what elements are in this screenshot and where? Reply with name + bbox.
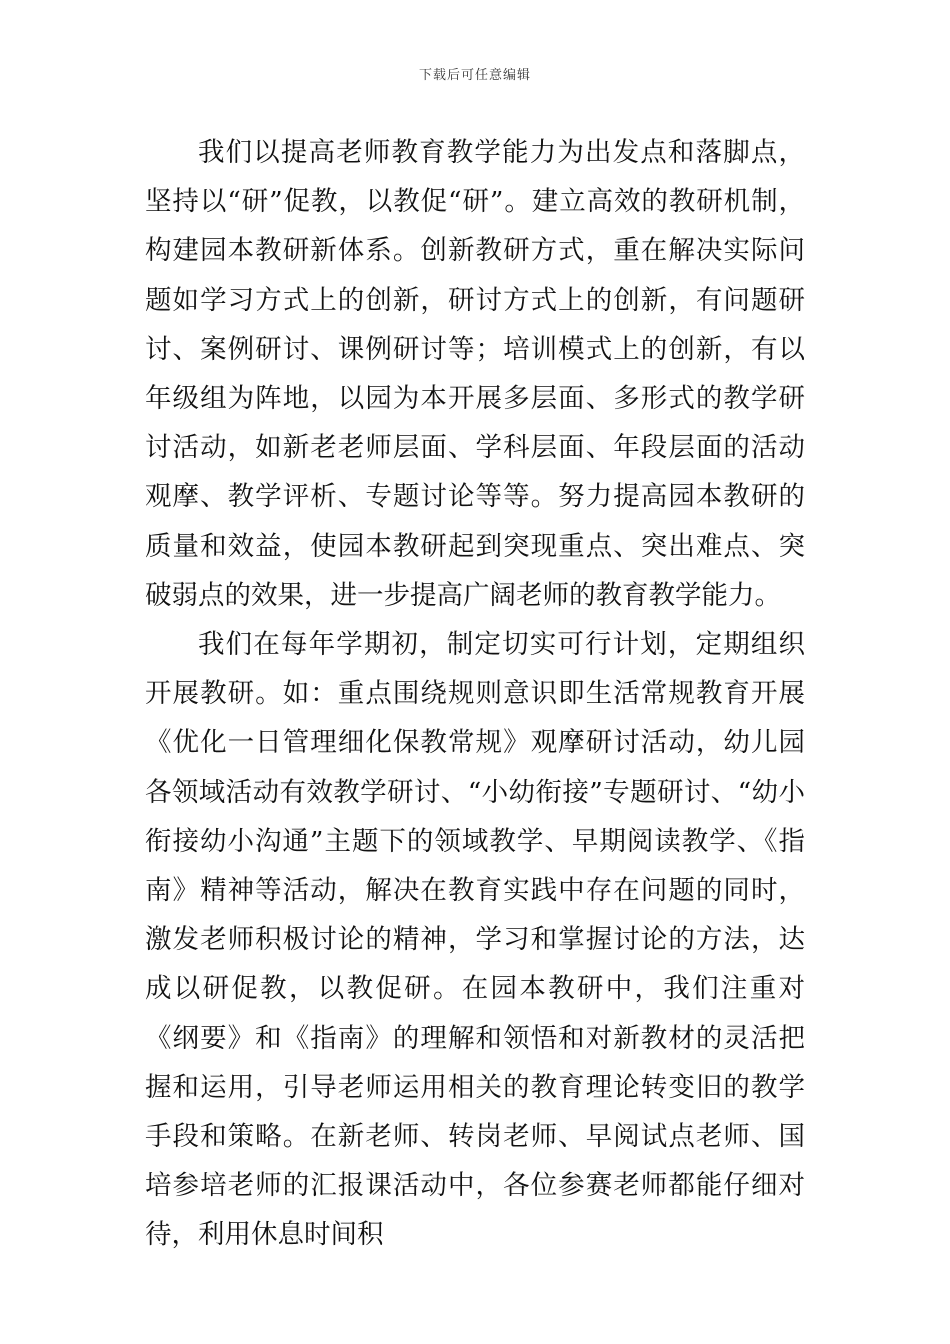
page-header: 下载后可任意编辑 [418,68,531,83]
paragraph-2: 我们在每年学期初，制定切实可行计划，定期组织开展教研。如：重点围绕规则意识即生活常规教育开展《优化一日管理细化保教常规》观摩研讨活动，幼儿园各领域活动有效教学研讨、“小幼衔接”专题研讨、“幼小衔接幼小沟通”主题下的领域教学、早期阅读教学、《指南》精神等活动，解决在教育实践中存在问题的同时，激发老师积极讨论的精神，学习和掌握讨论的方法，达成以研促教，以教促研。在园本教研中，我们注重对《纲要》和《指南》的理解和领悟和对新教材的灵活把握和运用，引导老师运用相关的教育理论转变旧的教学手段和策略。在新老师、转岗老师、早阅试点老师、国培参培老师的汇报课活动中，各位参赛老师都能仔细对待，利用休息时间积 [145,629,805,1251]
document-body [145,128,805,1260]
paragraph-1: 我们以提高老师教育教学能力为出发点和落脚点，坚持以“研”促教，以教促“研”。建立高效的教研机制，构建园本教研新体系。创新教研方式，重在解决实际问题如学习方式上的创新，研讨方式上的创新，有问题研讨、案例研讨、课例研讨等；培训模式上的创新，有以年级组为阵地，以园为本开展多层面、多形式的教学研讨活动，如新老老师层面、学科层面、年段层面的活动观摩、教学评析、专题讨论等等。努力提高园本教研的质量和效益，使园本教研起到突现重点、突出难点、突破弱点的效果，进一步提高广阔老师的教育教学能力。 [145,137,805,611]
